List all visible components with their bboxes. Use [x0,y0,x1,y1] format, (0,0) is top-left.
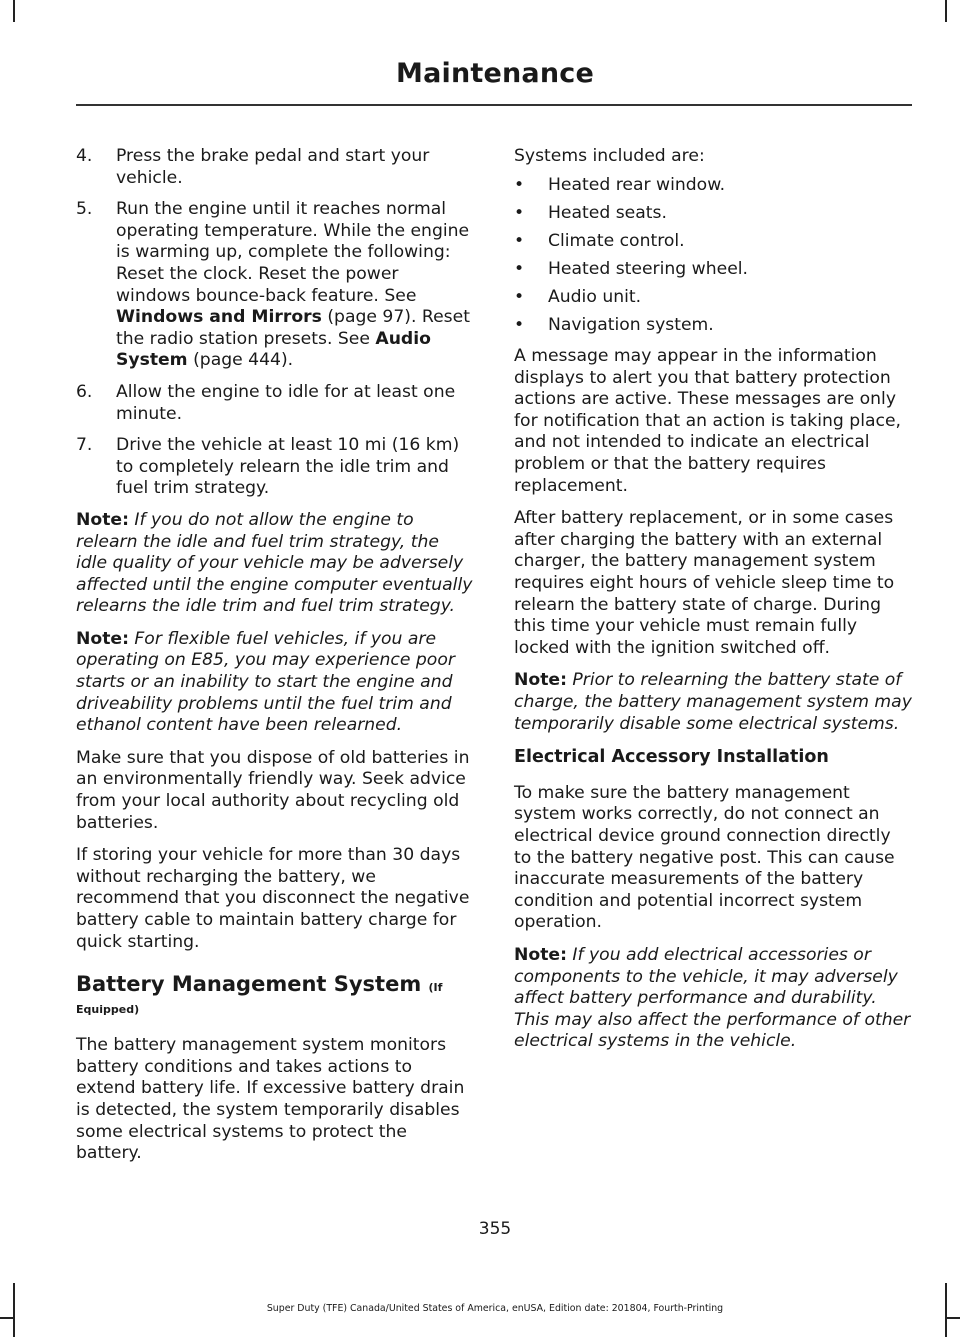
crop-mark-bottom-left-h [0,1317,14,1319]
page-ref: (page 97). Reset the radio station presets. See [116,307,470,349]
section-heading-text: Battery Management System [76,972,422,997]
note-text: If you do not allow the engine to relearn the idle and fuel trim strategy, the idle quality of your vehicle may be adversely affected until the engine computer eventually relearns the idle trim and fuel trim strategy. [76,509,473,617]
paragraph-message: A message may appear in the information displays to alert you that battery protection actions are active. These messages are only for notification that an action is taking place, and not intended to indicate an electrical problem or that the battery requires replacement. [514,346,902,496]
step-4 [76,146,474,189]
subheading-accessory: Electrical Accessory Installation [514,747,829,768]
note-label: Note: [76,628,129,649]
page-number: 355 [478,1219,512,1239]
section-heading [76,971,474,1001]
bullet: • [514,258,525,279]
note-flex-fuel [76,629,474,737]
step-6 [76,382,474,425]
bullet: • [514,230,525,251]
step-text: Run the engine until it reaches normal operating temperature. While the engine is warming up, complete the following: Reset the clock. Reset the power windows bounce-back feature. See [116,199,470,306]
step-number: 5. [76,199,93,220]
crop-mark-bottom-right-h [946,1317,960,1319]
list-item [514,231,912,253]
list-item [514,287,912,309]
list-item-text: Audio unit. [548,286,642,307]
paragraph-storing: If storing your vehicle for more than 30 days without recharging the battery, we recommend that you disconnect the negative battery cable to maintain battery charge for quick starting. [76,845,470,952]
left-column [76,146,474,1176]
step-text: Drive the vehicle at least 10 mi (16 km) to completely relearn the idle trim and fuel trim strategy. [116,435,460,499]
list-item [514,315,912,337]
page-ref: (page 444). [187,350,294,371]
note-idle-trim [76,510,474,618]
step-5 [76,199,474,372]
list-item [514,175,912,197]
paragraph-dispose: Make sure that you dispose of old batteries in an environmentally friendly way. Seek advice from your local authority about recycling old batteries. [76,747,470,833]
note-label: Note: [514,944,567,965]
step-number: 4. [76,146,93,166]
list-item-text: Heated seats. [548,202,667,223]
list-item-text: Climate control. [548,230,685,251]
step-number: 7. [76,435,93,456]
bullet: • [514,202,525,223]
list-item [514,259,912,281]
list-item-text: Heated steering wheel. [548,258,749,279]
crop-mark-top-left [13,0,15,22]
page-title: Maintenance [396,58,594,89]
header-divider [76,104,912,106]
note-text: If you add electrical accessories or components to the vehicle, it may adversely affect battery performance and durability. This may also affect the performance of other electrical systems in the vehicle. [514,944,911,1052]
paragraph-replacement: After battery replacement, or in some cases after charging the battery with an external charger, the battery management system requires eight hours of vehicle sleep time to relearn the battery state of charge. During this time your vehicle must remain fully locked with the ignition switched off. [514,508,895,658]
bullet: • [514,174,525,195]
right-column [514,146,912,1064]
bullet: • [514,286,525,307]
section-heading-sub: Equipped) [76,1003,140,1017]
note-text: Prior to relearning the battery state of charge, the battery management system may temporarily disable some electrical systems. [514,670,912,734]
list-item-text: Navigation system. [548,314,714,335]
windows-mirrors-link[interactable]: Windows and Mirrors [116,307,322,328]
paragraph-accessory: To make sure the battery management system works correctly, do not connect an electrical device ground connection directly to the battery negative post. This can cause inaccurate measurements of the battery condition and potential incorrect system operation. [514,782,895,933]
note-label: Note: [76,509,129,530]
bullet: • [514,314,525,335]
crop-mark-top-right [945,0,947,22]
note-label: Note: [514,670,567,691]
paragraph-bms: The battery management system monitors battery conditions and takes actions to extend battery life. If excessive battery drain is detected, the system temporarily disables some electrical systems to protect the battery. [76,1035,465,1164]
section-heading-suffix: (If [428,981,443,995]
list-item [514,203,912,225]
note-text: For flexible fuel vehicles, if you are operating on E85, you may experience poor starts or an inability to start the engine and driveability problems until the fuel trim and ethanol content have been relearned. [76,628,455,736]
note-relearning [514,670,912,735]
audio-system-link[interactable]: Audio System [116,328,431,371]
step-text: Allow the engine to idle for at least one minute. [116,381,456,424]
note-accessories [514,945,912,1053]
step-7 [76,435,474,500]
systems-intro: Systems included are: [514,146,705,166]
list-item-text: Heated rear window. [548,174,726,195]
footer-edition: Super Duty (TFE) Canada/United States of America, enUSA, Edition date: 201804, Fourth-Printing [266,1303,724,1314]
step-number: 6. [76,381,93,402]
step-text: Press the brake pedal and start your vehicle. [116,146,430,188]
